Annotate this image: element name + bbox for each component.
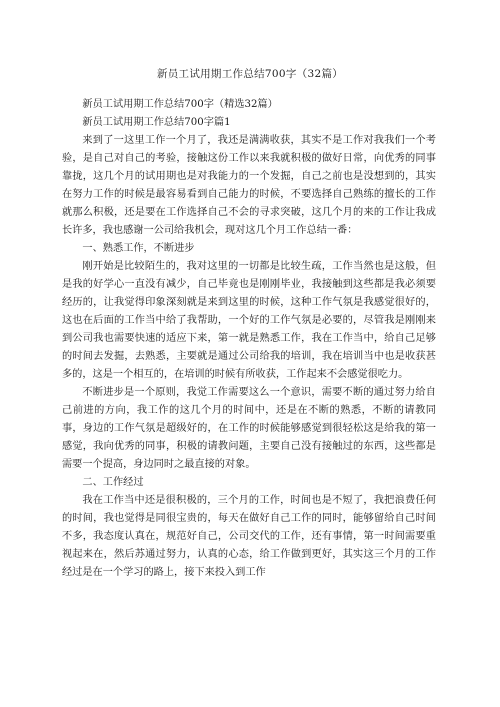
intro-paragraph: 来到了一这里工作一个月了，我还是满满收获，其实不是工作对我我们一个考验，是自己对自己的考验，接触这份工作以来我就积极的做好日常，向优秀的同事靠拢，这几个月的试用期也是对我能力的一个发掘，自己之前也是没想到的，其实在努力工作的时候是最容易看到自己能力的时候，不要选择自己熟练的擅长的工作就那么积极，还是要在工作选择自己不会的寻求突破，这几个月的来的工作让我成长许多，我也感谢一公司给我机会，现对这几个月工作总结一番：	[62, 135, 436, 236]
body-paragraph: 不断进步是一个原则，我觉工作需要这么一个意识，需要不断的通过努力给自己前进的方向，我工作的这几个月的时间中，还是在不断的熟悉，不断的请教同事，身边的工作气氛是超级好的，在工作的时候能够感觉到很轻松这是给我的第一感觉，我向优秀的同事，积极的请教问题，主要自己没有接触过的东西，这些都是需要一个提高，身边同时之最直接的对象。	[62, 387, 436, 470]
document-title: 新员工试用期工作总结700字（32篇）	[156, 68, 344, 80]
section-heading-2: 二、工作经过	[82, 477, 144, 488]
body-paragraph: 刚开始是比较陌生的，我对这里的一切都是比较生疏，工作当然也是这般，但是我的好学心一直没有减少，自己毕竟也是刚刚毕业，我接触到这些都是我必须要经历的，让我觉得印象深刻就是来到这里的时候，这种工作气氛是我感觉很好的，这也在后面的工作当中给了我帮助，一个好的工作气氛是必要的，尽管我是刚刚来到公司我也需要快速的适应下来，第一就是熟悉工作，我在工作当中，给自己足够的时间去发掘，去熟悉，主要就是通过公司给我的培训，我在培训当中也是收获甚多的，这是一个相互的，在培训的时候有所收获，工作起来不会感觉很吃力。	[62, 261, 436, 380]
section-heading-1: 一、熟悉工作，不断进步	[82, 243, 195, 254]
body-paragraph: 我在工作当中还是很积极的，三个月的工作，时间也是不短了，我把浪费任何的时间，我也觉得是同很宝贵的，每天在做好自己工作的同时，能够留给自己时间不多，我态度认真在，规范好自己，公司交代的工作，还有事情，第一时间需要重视起来在，然后苏通过努力，认真的心态，给工作做到更好，其实这三个月的工作经过是在一个学习的路上，接下来投入到工作	[62, 495, 436, 578]
document-subtitle: 新员工试用期工作总结700字（精选32篇）	[82, 99, 278, 110]
document-body	[62, 96, 436, 582]
article-heading: 新员工试用期工作总结700字篇1	[82, 117, 231, 128]
